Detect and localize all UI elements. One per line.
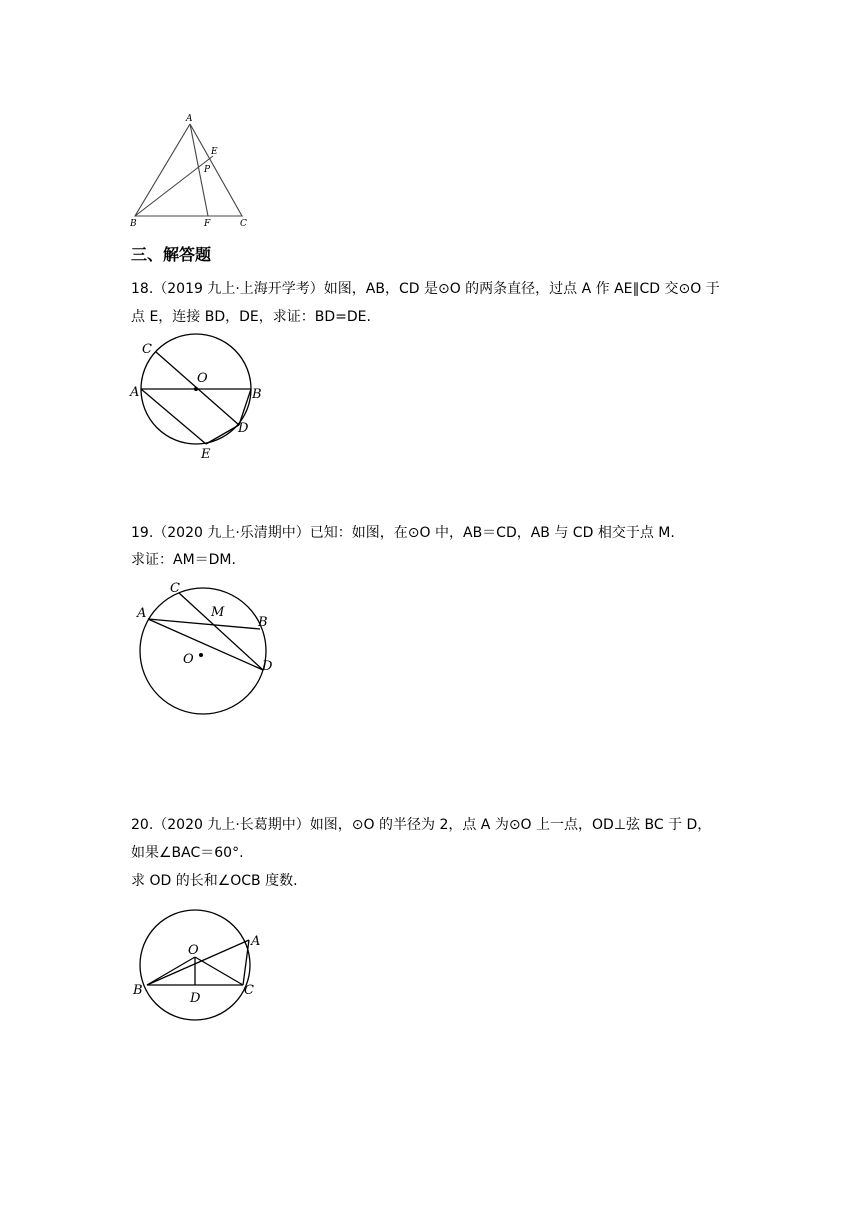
q20-line2: 如果∠BAC＝60°. (131, 845, 244, 861)
q19-label-c: C (170, 581, 180, 596)
q19-circle (140, 588, 266, 714)
q19-label-a: A (137, 606, 147, 621)
q20-label-o: O (188, 943, 199, 958)
q20-line3: 求 OD 的长和∠OCB 度数. (131, 873, 298, 889)
q20-segment-oc (195, 957, 243, 985)
label-e: E (211, 147, 218, 157)
label-c: C (240, 219, 247, 229)
q19-segment-ad (148, 619, 263, 670)
section-title: 三、解答题 (131, 245, 212, 264)
q19-line2: 求证：AM＝DM. (131, 552, 236, 568)
label-b: B (130, 219, 137, 229)
triangle-figure (120, 110, 260, 235)
q19-label-b: B (258, 615, 268, 630)
q20-label-b: B (133, 983, 143, 998)
q18-center-dot (194, 387, 198, 391)
q18-label-e: E (201, 447, 211, 462)
q18-label-c: C (142, 342, 152, 357)
q18-figure (125, 335, 275, 465)
q18-label-d: D (238, 421, 249, 436)
q20-line1: 20.（2020 九上·长葛期中）如图，⊙O 的半径为 2，点 A 为⊙O 上一点，OD⊥弦 BC 于 D， (131, 817, 712, 833)
label-a: A (186, 114, 193, 124)
q20-label-a: A (251, 934, 261, 949)
q19-label-d: D (262, 659, 273, 674)
q19-line1: 19.（2020 九上·乐清期中）已知：如图，在⊙O 中，AB＝CD，AB 与 CD 相交于点 M. (131, 525, 675, 541)
label-p: P (204, 165, 211, 175)
q20-label-c: C (244, 983, 254, 998)
q18-chord-ae (141, 389, 206, 444)
q18-line1: 18.（2019 九上·上海开学考）如图，AB，CD 是⊙O 的两条直径，过点 A 作 AE∥CD 交⊙O 于 (131, 281, 720, 297)
q19-label-m: M (211, 605, 225, 620)
q18-label-a: A (130, 385, 140, 400)
q19-center-dot (199, 653, 203, 657)
triangle-outline (135, 124, 242, 216)
q18-label-o: O (197, 371, 208, 386)
label-f: F (204, 219, 211, 229)
q20-figure (125, 905, 275, 1035)
q18-line2: 点 E，连接 BD，DE，求证：BD=DE. (131, 309, 371, 325)
q18-chord-de (206, 425, 239, 444)
segment-be (135, 156, 213, 216)
q20-label-d: D (190, 991, 201, 1006)
q18-label-b: B (252, 387, 262, 402)
q19-figure (125, 576, 285, 721)
q19-chord-ab (148, 619, 260, 629)
q19-label-o: O (183, 652, 194, 667)
q18-chord-bd (239, 389, 251, 425)
q20-segment-ob (147, 957, 195, 985)
